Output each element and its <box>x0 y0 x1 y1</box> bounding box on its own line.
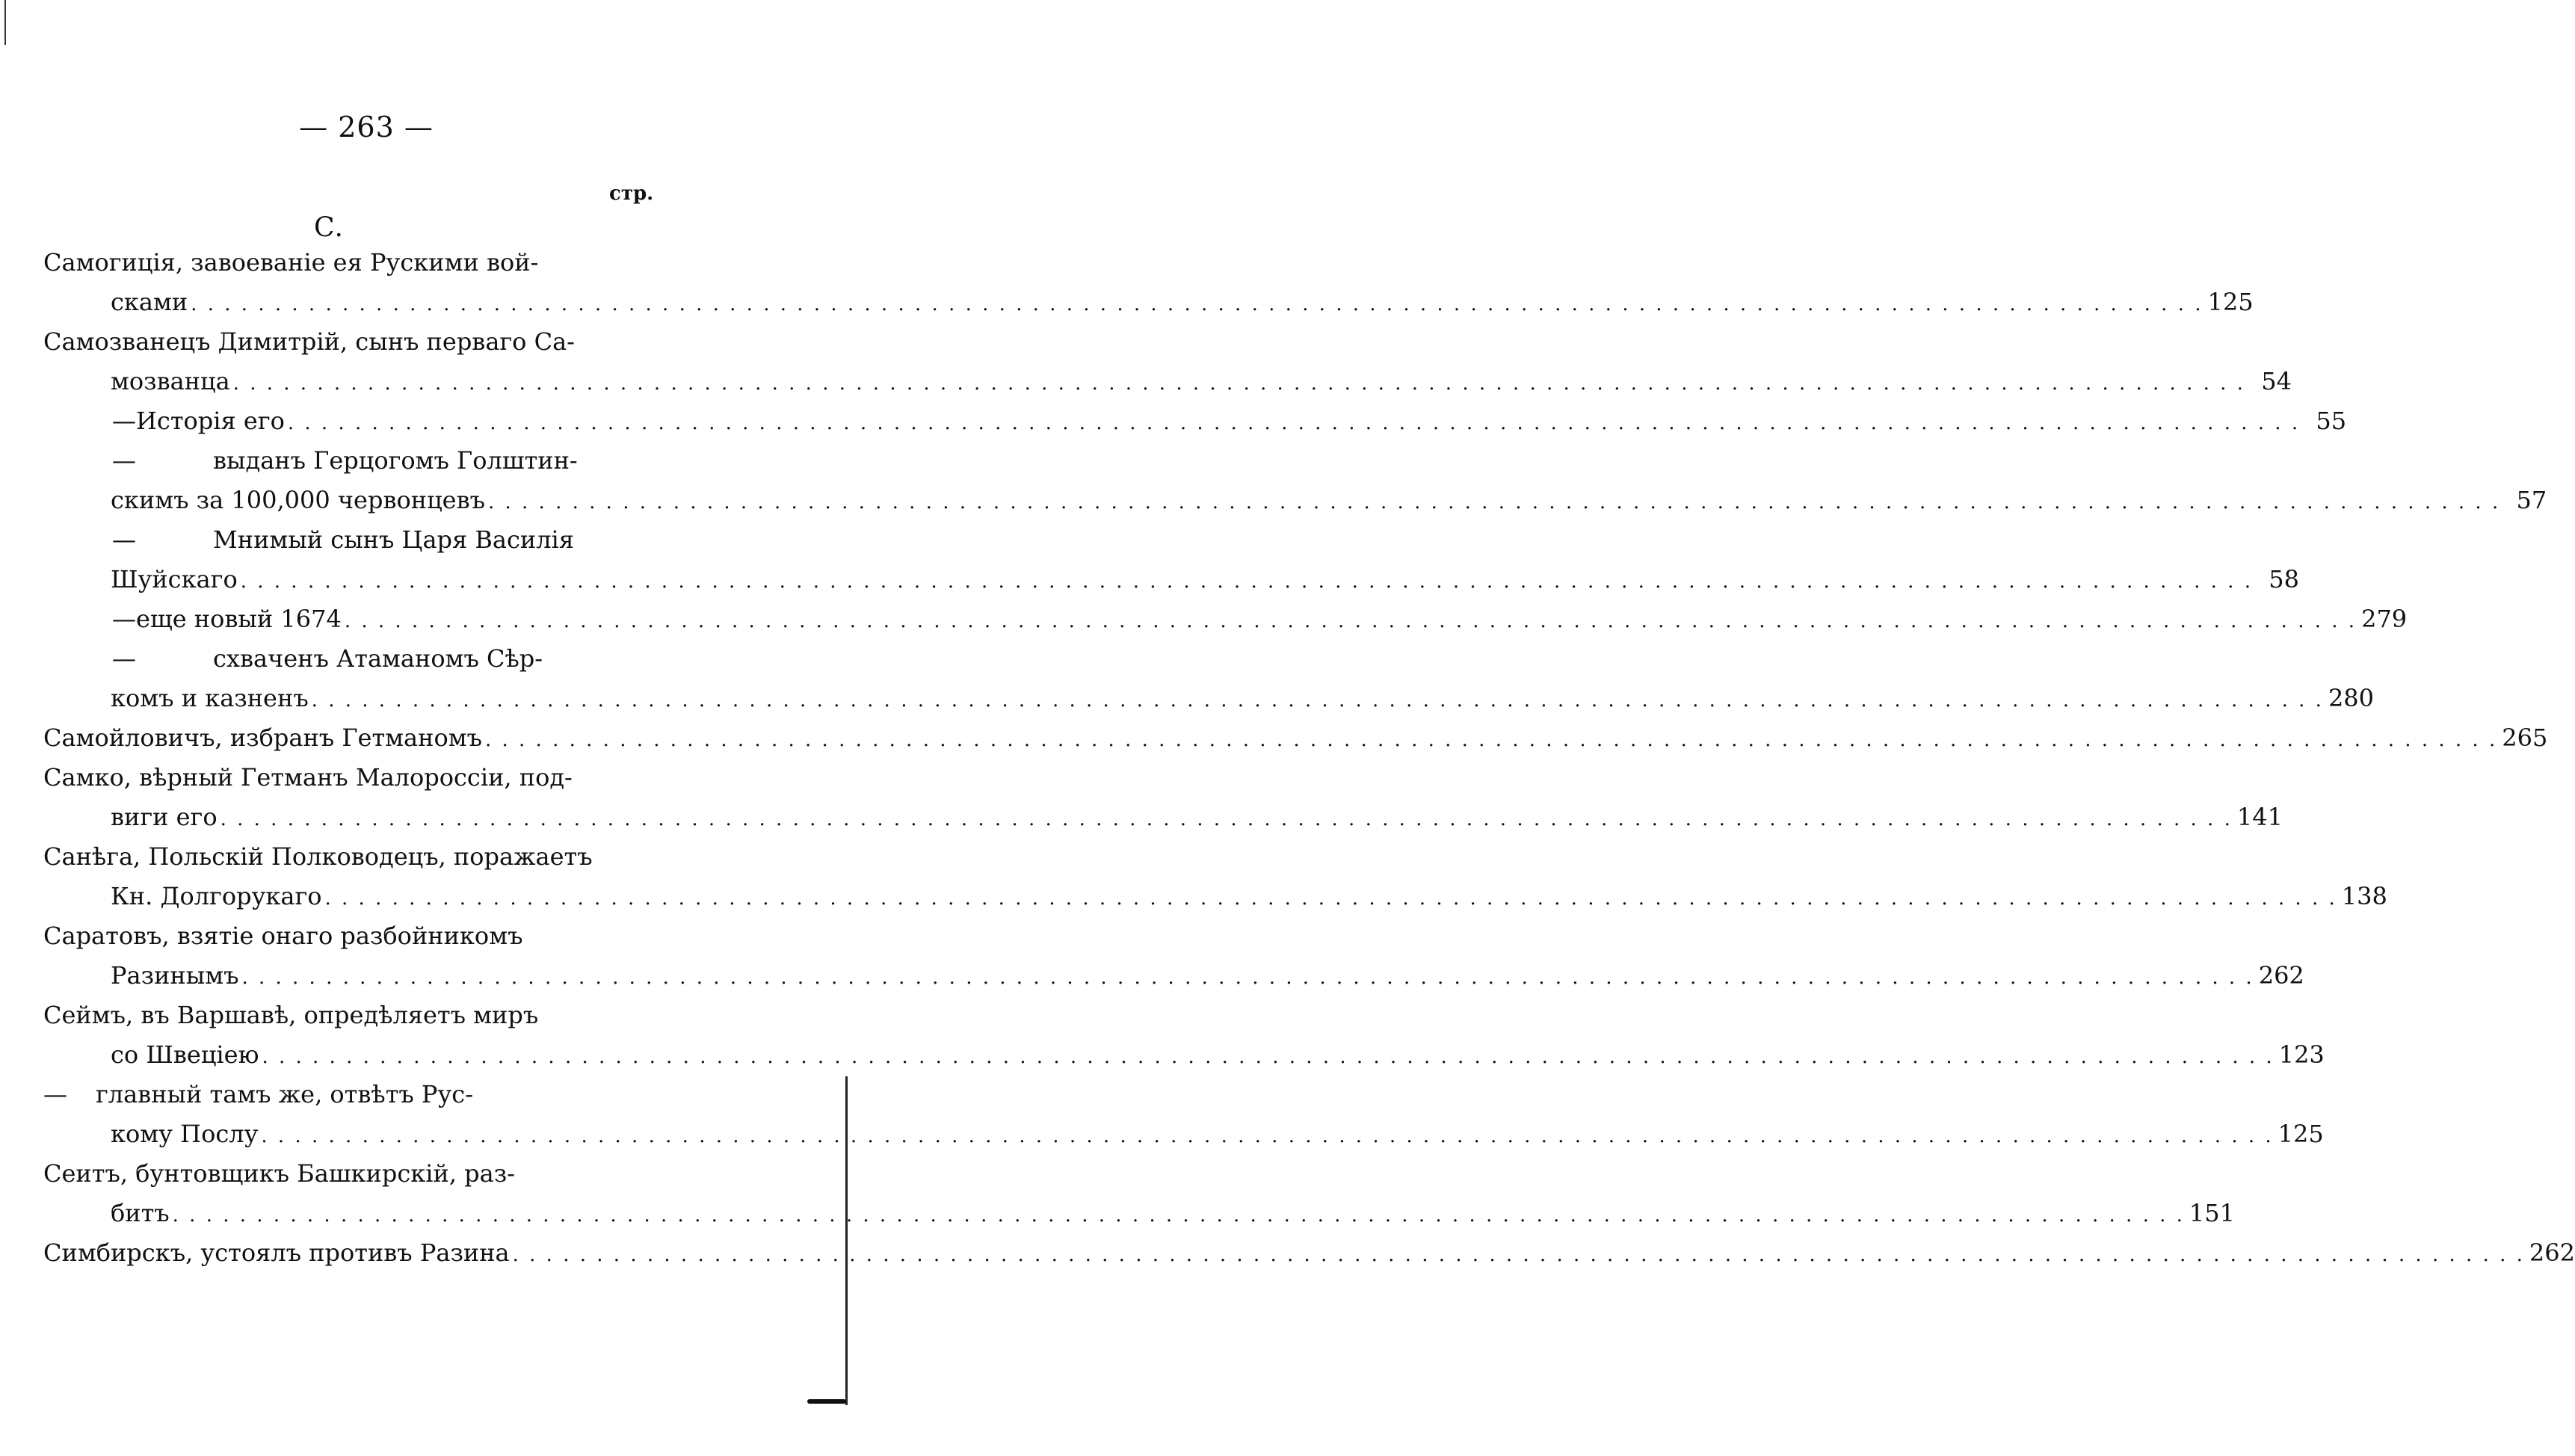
index-dash: — <box>112 605 136 633</box>
index-line <box>43 327 634 367</box>
dot-leader: . . . . . . . . . . . . . . . . . . . . . . . . . . . . . . . . . . . . . . . . . . . . . . . . . . . . . . . . . . . . . . . . . . . . . . . . . . . . . . . . . . . . . . . . . . . . . . . . . . . . . . . . . . . . . . . . . . . . . . . . <box>311 689 2324 712</box>
index-entry-text: выданъ Герцогомъ Голштин- <box>213 446 578 475</box>
index-entry-text: со Швеціею <box>111 1040 259 1069</box>
index-page-number: 125 <box>2278 1120 2324 1148</box>
index-line <box>43 1040 2325 1080</box>
index-line <box>43 724 2548 763</box>
index-page-number: 55 <box>2316 407 2347 435</box>
index-entry-text: комъ и казненъ <box>111 684 309 712</box>
index-entry-text: главный тамъ же, отвѣтъ Рус- <box>96 1080 474 1108</box>
index-line <box>43 882 2387 922</box>
dot-leader: . . . . . . . . . . . . . . . . . . . . . . . . . . . . . . . . . . . . . . . . . . . . . . . . . . . . . . . . . . . . . . . . . . . . . . . . . . . . . . . . . . . . . . . . . . . . . . . . . . . . . . . . . . . . . . . . . . . . . . . . <box>344 610 2357 632</box>
index-entry-text: скимъ за 100,000 червонцевъ <box>111 486 485 514</box>
index-entry-text: Сеитъ, бунтовщикъ Башкирскій, раз- <box>43 1159 515 1188</box>
section-letter: С. <box>314 212 343 243</box>
column-header: стр. <box>609 182 654 205</box>
index-entry-text: сками <box>111 288 188 316</box>
index-line <box>43 644 634 684</box>
index-entry-text: еще новый 1674 <box>136 605 342 633</box>
index-page-number: 54 <box>2261 367 2292 395</box>
index-entry-text: кому Послу <box>111 1120 259 1148</box>
index-line <box>43 565 2299 605</box>
dot-leader: . . . . . . . . . . . . . . . . . . . . . . . . . . . . . . . . . . . . . . . . . . . . . . . . . . . . . . . . . . . . . . . . . . . . . . . . . . . . . . . . . . . . . . . . . . . . . . . . . . . . . . . . . . . . . . . . . . . . . . . . <box>262 1046 2275 1068</box>
index-page-number: 265 <box>2502 724 2548 752</box>
index-dash: — <box>112 644 136 673</box>
index-line <box>43 763 634 803</box>
index-entry-text: виги его <box>111 803 218 831</box>
index-entry-text: Саратовъ, взятіе онаго разбойникомъ <box>43 922 523 950</box>
index-list <box>43 248 2575 1278</box>
index-entry-text: Санѣга, Польскій Полководецъ, поражаетъ <box>43 842 593 871</box>
index-entry-text: Мнимый сынъ Царя Василія <box>213 525 574 554</box>
index-dash: — <box>112 407 136 435</box>
index-page-number: 123 <box>2278 1040 2325 1069</box>
index-page-number: 58 <box>2269 565 2299 593</box>
dot-leader: . . . . . . . . . . . . . . . . . . . . . . . . . . . . . . . . . . . . . . . . . . . . . . . . . . . . . . . . . . . . . . . . . . . . . . . . . . . . . . . . . . . . . . . . . . . . . . . . . . . . . . . . . . . . . . . . . . . . . . . . <box>172 1204 2185 1227</box>
index-page-number: 280 <box>2328 684 2375 712</box>
index-dash: — <box>112 446 136 475</box>
index-entry-text: схваченъ Атаманомъ Сѣр- <box>213 644 543 673</box>
index-page-number: 151 <box>2189 1199 2235 1227</box>
index-entry-text: Самогиція, завоеваніе ея Рускими вой- <box>43 248 539 277</box>
index-page-number: 125 <box>2207 288 2254 316</box>
index-line <box>43 288 2254 327</box>
index-entry-text: Самозванецъ Димитрій, сынъ перваго Са- <box>43 327 575 356</box>
index-page-number: 262 <box>2529 1238 2575 1267</box>
dot-leader: . . . . . . . . . . . . . . . . . . . . . . . . . . . . . . . . . . . . . . . . . . . . . . . . . . . . . . . . . . . . . . . . . . . . . . . . . . . . . . . . . . . . . . . . . . . . . . . . . . . . . . . . . . . . . . . . . . . . . . . . <box>324 887 2337 910</box>
index-entry-text: Самко, вѣрный Гетманъ Малороссіи, под- <box>43 763 573 792</box>
index-page-number: 138 <box>2341 882 2387 910</box>
index-line <box>43 248 634 288</box>
index-line <box>43 605 2408 644</box>
index-entry-text: Сеймъ, въ Варшавѣ, опредѣляетъ миръ <box>43 1001 539 1029</box>
page-edge-left <box>4 0 6 45</box>
index-line <box>43 922 634 961</box>
index-page-number: 262 <box>2258 961 2304 990</box>
index-line <box>43 446 634 486</box>
index-dash: — <box>112 525 136 554</box>
page-number: — 263 — <box>299 111 434 144</box>
dot-leader: . . . . . . . . . . . . . . . . . . . . . . . . . . . . . . . . . . . . . . . . . . . . . . . . . . . . . . . . . . . . . . . . . . . . . . . . . . . . . . . . . . . . . . . . . . . . . . . . . . . . . . . . . . . . . . . . . . . . . . . . <box>287 412 2301 434</box>
index-entry-text: Исторія его <box>136 407 285 435</box>
index-line <box>43 1159 634 1199</box>
index-line <box>43 1238 2575 1278</box>
dot-leader: . . . . . . . . . . . . . . . . . . . . . . . . . . . . . . . . . . . . . . . . . . . . . . . . . . . . . . . . . . . . . . . . . . . . . . . . . . . . . . . . . . . . . . . . . . . . . . . . . . . . . . . . . . . . . . . . . . . . . . . . <box>261 1125 2274 1147</box>
index-entry-text: Симбирскъ, устоялъ противъ Разина <box>43 1238 510 1267</box>
index-line <box>43 1120 2324 1159</box>
dot-leader: . . . . . . . . . . . . . . . . . . . . . . . . . . . . . . . . . . . . . . . . . . . . . . . . . . . . . . . . . . . . . . . . . . . . . . . . . . . . . . . . . . . . . . . . . . . . . . . . . . . . . . . . . . . . . . . . . . . . . . . . <box>232 372 2245 395</box>
index-entry-text: Шуйскаго <box>111 565 238 593</box>
index-entry-text: мозванца <box>111 367 230 395</box>
index-line <box>43 525 634 565</box>
dot-leader: . . . . . . . . . . . . . . . . . . . . . . . . . . . . . . . . . . . . . . . . . . . . . . . . . . . . . . . . . . . . . . . . . . . . . . . . . . . . . . . . . . . . . . . . . . . . . . . . . . . . . . . . . . . . . . . . . . . . . . . . <box>240 570 2253 593</box>
dot-leader: . . . . . . . . . . . . . . . . . . . . . . . . . . . . . . . . . . . . . . . . . . . . . . . . . . . . . . . . . . . . . . . . . . . . . . . . . . . . . . . . . . . . . . . . . . . . . . . . . . . . . . . . . . . . . . . . . . . . . . . . <box>487 491 2501 513</box>
index-page-number: 57 <box>2516 486 2547 514</box>
index-line <box>43 1199 2235 1238</box>
index-entry-text: Кн. Долгорукаго <box>111 882 322 910</box>
index-entry-text: Разинымъ <box>111 961 239 990</box>
index-line <box>43 803 2283 842</box>
index-line <box>43 684 2375 724</box>
index-line <box>43 367 2292 407</box>
index-page-number: 141 <box>2236 803 2283 831</box>
index-entry-text: Самойловичъ, избранъ Гетманомъ <box>43 724 482 752</box>
index-line <box>43 486 2547 525</box>
dot-leader: . . . . . . . . . . . . . . . . . . . . . . . . . . . . . . . . . . . . . . . . . . . . . . . . . . . . . . . . . . . . . . . . . . . . . . . . . . . . . . . . . . . . . . . . . . . . . . . . . . . . . . . . . . . . . . . . . . . . . . . . <box>512 1244 2525 1266</box>
index-line <box>43 407 2347 446</box>
index-line <box>43 961 2304 1001</box>
edge-mark <box>807 1399 846 1404</box>
dot-leader: . . . . . . . . . . . . . . . . . . . . . . . . . . . . . . . . . . . . . . . . . . . . . . . . . . . . . . . . . . . . . . . . . . . . . . . . . . . . . . . . . . . . . . . . . . . . . . . . . . . . . . . . . . . . . . . . . . . . . . . . <box>241 966 2254 989</box>
index-line <box>43 842 634 882</box>
dot-leader: . . . . . . . . . . . . . . . . . . . . . . . . . . . . . . . . . . . . . . . . . . . . . . . . . . . . . . . . . . . . . . . . . . . . . . . . . . . . . . . . . . . . . . . . . . . . . . . . . . . . . . . . . . . . . . . . . . . . . . . . <box>484 729 2498 751</box>
index-line <box>43 1001 634 1040</box>
dot-leader: . . . . . . . . . . . . . . . . . . . . . . . . . . . . . . . . . . . . . . . . . . . . . . . . . . . . . . . . . . . . . . . . . . . . . . . . . . . . . . . . . . . . . . . . . . . . . . . . . . . . . . . . . . . . . . . . . . . . . . . . <box>220 808 2233 830</box>
dot-leader: . . . . . . . . . . . . . . . . . . . . . . . . . . . . . . . . . . . . . . . . . . . . . . . . . . . . . . . . . . . . . . . . . . . . . . . . . . . . . . . . . . . . . . . . . . . . . . . . . . . . . . . . . . . . . . . . . . . . . . . . <box>191 293 2204 315</box>
index-line <box>43 1080 634 1120</box>
index-page-number: 279 <box>2361 605 2408 633</box>
index-dash: — <box>43 1080 67 1108</box>
index-entry-text: битъ <box>111 1199 170 1227</box>
